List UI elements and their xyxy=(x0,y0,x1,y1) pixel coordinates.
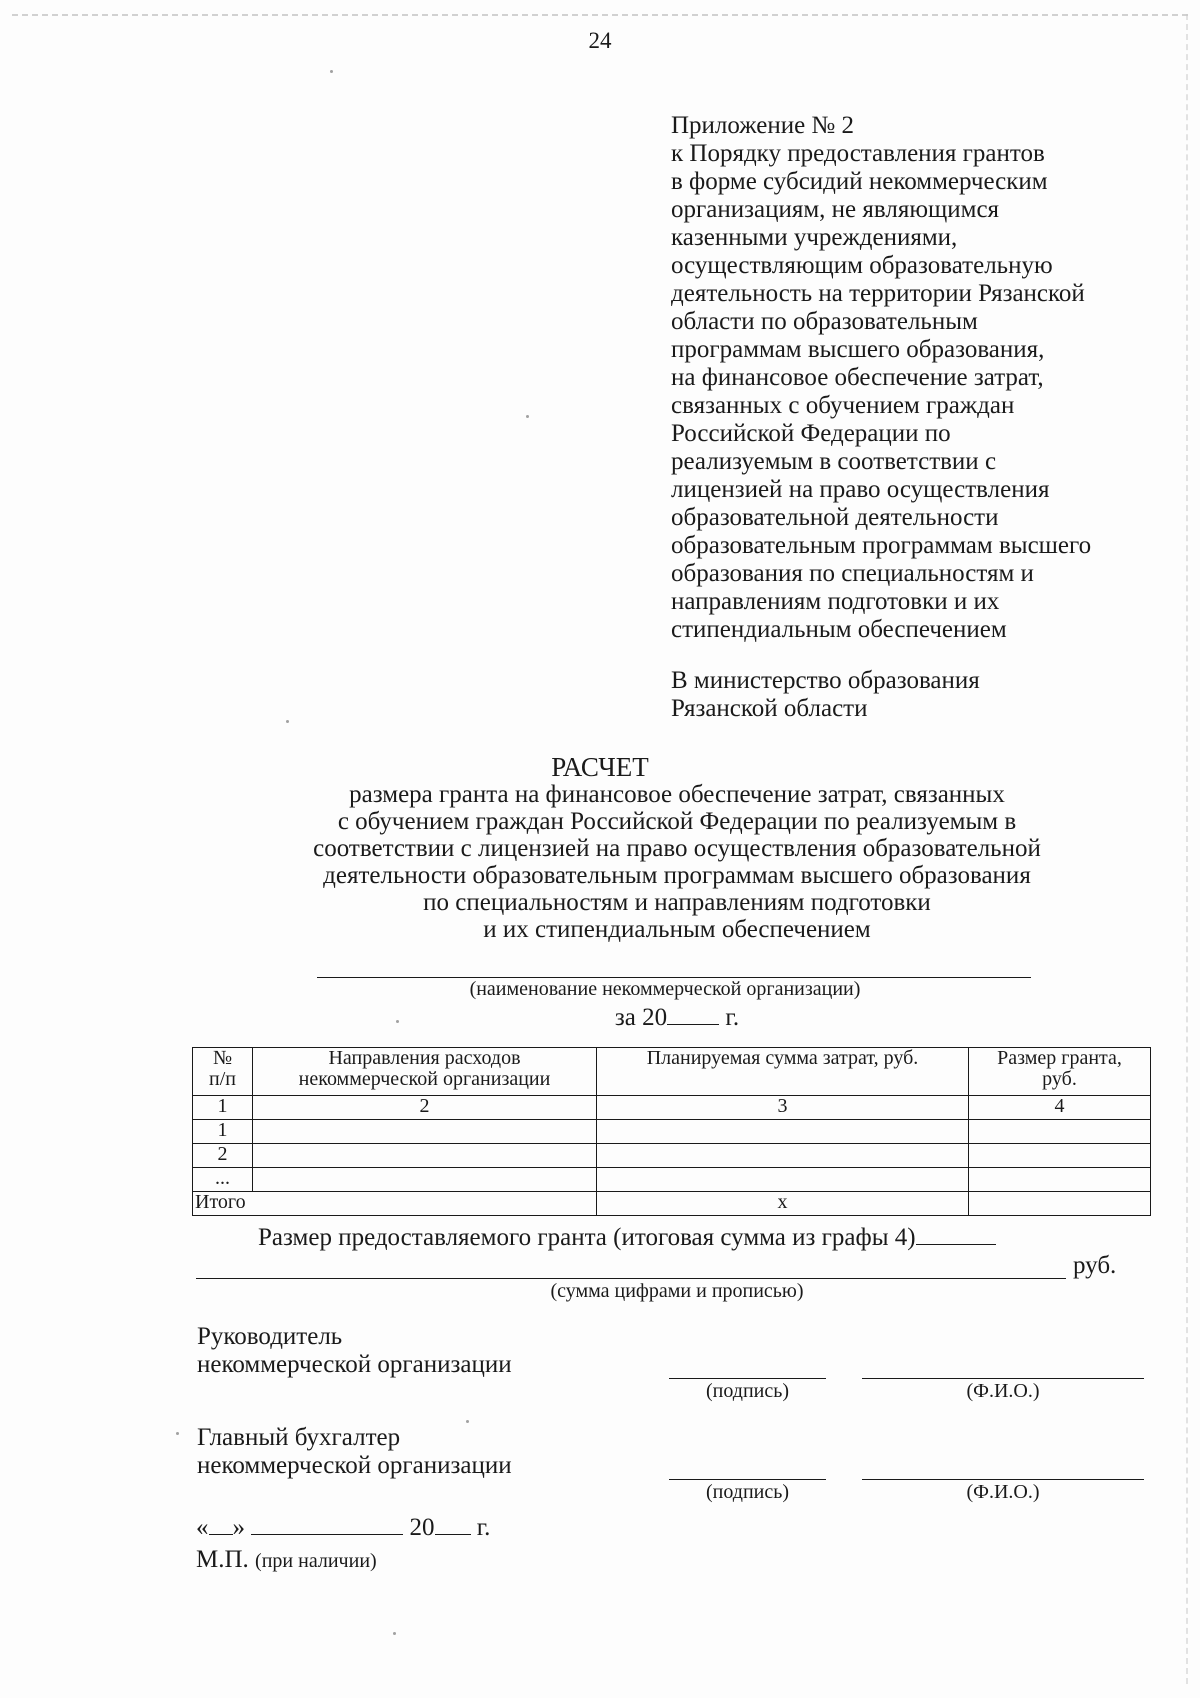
scan-speck xyxy=(526,415,529,418)
column-numbering-row xyxy=(193,1096,1151,1120)
scan-speck xyxy=(176,1432,179,1435)
amount-unit: руб. xyxy=(1073,1252,1117,1279)
appendix-line: стипендиальным обеспечением xyxy=(671,616,1007,643)
quote-open: « xyxy=(196,1514,209,1541)
subtitle-line: размера гранта на финансовое обеспечение затрат, связанных xyxy=(349,781,1005,808)
seal-note: (при наличии) xyxy=(255,1550,377,1572)
appendix-line: связанных с обучением граждан xyxy=(671,392,1015,419)
addressee-line: В министерство образования xyxy=(671,667,980,694)
table-cell: 4 xyxy=(969,1096,1151,1120)
table-cell[interactable] xyxy=(597,1120,969,1144)
table-cell: 1 xyxy=(193,1096,253,1120)
table-cell[interactable] xyxy=(597,1168,969,1192)
appendix-line: области по образовательным xyxy=(671,308,978,335)
role-line: некоммерческой организации xyxy=(197,1351,512,1378)
subtitle-line: и их стипендиальным обеспечением xyxy=(483,916,871,943)
table-cell[interactable] xyxy=(969,1168,1151,1192)
appendix-line: Приложение № 2 xyxy=(671,112,855,139)
appendix-line: образования по специальностям и xyxy=(671,560,1034,587)
table-header-row xyxy=(193,1048,1151,1096)
table-cell[interactable] xyxy=(253,1144,597,1168)
header-line: Направления расходов xyxy=(328,1047,521,1069)
appendix-line: образовательной деятельности xyxy=(671,504,999,531)
document-title: РАСЧЕТ xyxy=(551,752,649,782)
role-line: некоммерческой организации xyxy=(197,1452,512,1479)
appendix-line: направлениям подготовки и их xyxy=(671,588,1000,615)
table-cell: 3 xyxy=(597,1096,969,1120)
director-name-field[interactable] xyxy=(862,1378,1144,1379)
table-cell[interactable] xyxy=(253,1168,597,1192)
table-row xyxy=(193,1144,1151,1168)
table-cell: 2 xyxy=(253,1096,597,1120)
grant-amount-line xyxy=(258,1222,996,1252)
header-line: п/п xyxy=(209,1068,236,1090)
addressee-block xyxy=(671,667,1171,723)
amount-caption: (сумма цифрами и прописью) xyxy=(550,1280,804,1302)
table-cell: ... xyxy=(193,1168,253,1192)
signature-caption: (подпись) xyxy=(705,1380,790,1402)
column-header-number xyxy=(193,1048,253,1096)
role-line: Главный бухгалтер xyxy=(197,1424,401,1451)
period-prefix: за 20 xyxy=(614,1004,668,1031)
scan-speck xyxy=(286,720,289,723)
appendix-line: на финансовое обеспечение затрат, xyxy=(671,364,1044,391)
quote-close: » xyxy=(232,1514,245,1541)
name-caption: (Ф.И.О.) xyxy=(966,1380,1040,1402)
year-prefix: 20 xyxy=(409,1514,435,1541)
scan-edge-top xyxy=(12,14,1188,16)
table-row xyxy=(193,1168,1151,1192)
column-header-grant-amount xyxy=(969,1048,1151,1096)
appendix-line: реализуемым в соответствии с xyxy=(671,448,997,475)
director-label xyxy=(197,1323,512,1379)
date-row xyxy=(196,1512,490,1542)
name-caption: (Ф.И.О.) xyxy=(966,1481,1040,1503)
scan-speck xyxy=(396,1020,399,1023)
month-field[interactable] xyxy=(251,1512,403,1535)
appendix-line: в форме субсидий некоммерческим xyxy=(671,168,1048,195)
total-grant-cell[interactable] xyxy=(969,1192,1151,1216)
appendix-line: к Порядку предоставления грантов xyxy=(671,140,1045,167)
subtitle-line: соответствии с лицензией на право осуществления образовательной xyxy=(313,835,1041,862)
total-planned-cell: х xyxy=(597,1192,969,1216)
total-label: Итого xyxy=(193,1192,597,1216)
table-row xyxy=(193,1120,1151,1144)
accountant-signature-field[interactable] xyxy=(669,1479,826,1480)
year-suffix: г. xyxy=(476,1514,491,1541)
appendix-line: образовательным программам высшего xyxy=(671,532,1092,559)
table-cell: 2 xyxy=(193,1144,253,1168)
appendix-line: казенными учреждениями, xyxy=(671,224,958,251)
appendix-block xyxy=(671,112,1171,644)
day-field[interactable] xyxy=(209,1512,233,1535)
scan-speck xyxy=(393,1632,396,1635)
chief-accountant-label xyxy=(197,1424,512,1480)
director-signature-field[interactable] xyxy=(669,1378,826,1379)
total-row xyxy=(193,1192,1151,1216)
appendix-line: Российской Федерации по xyxy=(671,420,951,447)
signature-caption: (подпись) xyxy=(705,1481,790,1503)
year-field[interactable] xyxy=(435,1512,471,1535)
table-cell[interactable] xyxy=(597,1144,969,1168)
grant-calculation-table xyxy=(192,1047,1151,1216)
table-cell: 1 xyxy=(193,1120,253,1144)
addressee-line: Рязанской области xyxy=(671,695,868,722)
period-line xyxy=(0,1002,1200,1032)
column-header-expense-directions xyxy=(253,1048,597,1096)
accountant-name-field[interactable] xyxy=(862,1479,1144,1480)
grant-amount-field[interactable] xyxy=(916,1222,996,1245)
appendix-line: лицензией на право осуществления xyxy=(671,476,1050,503)
table-cell[interactable] xyxy=(253,1120,597,1144)
grant-amount-label: Размер предоставляемого гранта (итоговая сумма из графы 4) xyxy=(258,1224,916,1251)
seal-row xyxy=(196,1546,377,1574)
period-suffix: г. xyxy=(725,1004,740,1031)
year-field[interactable] xyxy=(667,1002,719,1025)
subtitle-line: по специальностям и направлениям подготовки xyxy=(423,889,931,916)
subtitle-line: с обучением граждан Российской Федерации по реализуемым в xyxy=(337,808,1017,835)
column-header-planned-amount xyxy=(597,1048,969,1096)
table-cell[interactable] xyxy=(969,1120,1151,1144)
header-line: Размер гранта, xyxy=(997,1047,1122,1069)
header-line: некоммерческой организации xyxy=(298,1068,551,1090)
appendix-line: организациям, не являющимся xyxy=(671,196,1000,223)
appendix-line: программам высшего образования, xyxy=(671,336,1045,363)
amount-in-words-field[interactable] xyxy=(196,1278,1066,1279)
subtitle-line: деятельности образовательным программам высшего образования xyxy=(323,862,1031,889)
appendix-line: осуществляющим образовательную xyxy=(671,252,1053,279)
seal-mark: М.П. xyxy=(196,1546,249,1573)
document-subtitle xyxy=(0,781,1200,943)
page-number: 24 xyxy=(588,28,612,53)
appendix-line: деятельность на территории Рязанской xyxy=(671,280,1085,307)
header-line: Планируемая сумма затрат, руб. xyxy=(646,1047,919,1069)
table-cell[interactable] xyxy=(969,1144,1151,1168)
header-line: руб. xyxy=(1042,1068,1077,1090)
organization-name-caption: (наименование некоммерческой организации) xyxy=(469,978,861,1000)
scan-speck xyxy=(466,1420,469,1423)
role-line: Руководитель xyxy=(197,1323,343,1350)
header-line: № xyxy=(212,1047,233,1069)
scan-speck xyxy=(330,70,333,73)
